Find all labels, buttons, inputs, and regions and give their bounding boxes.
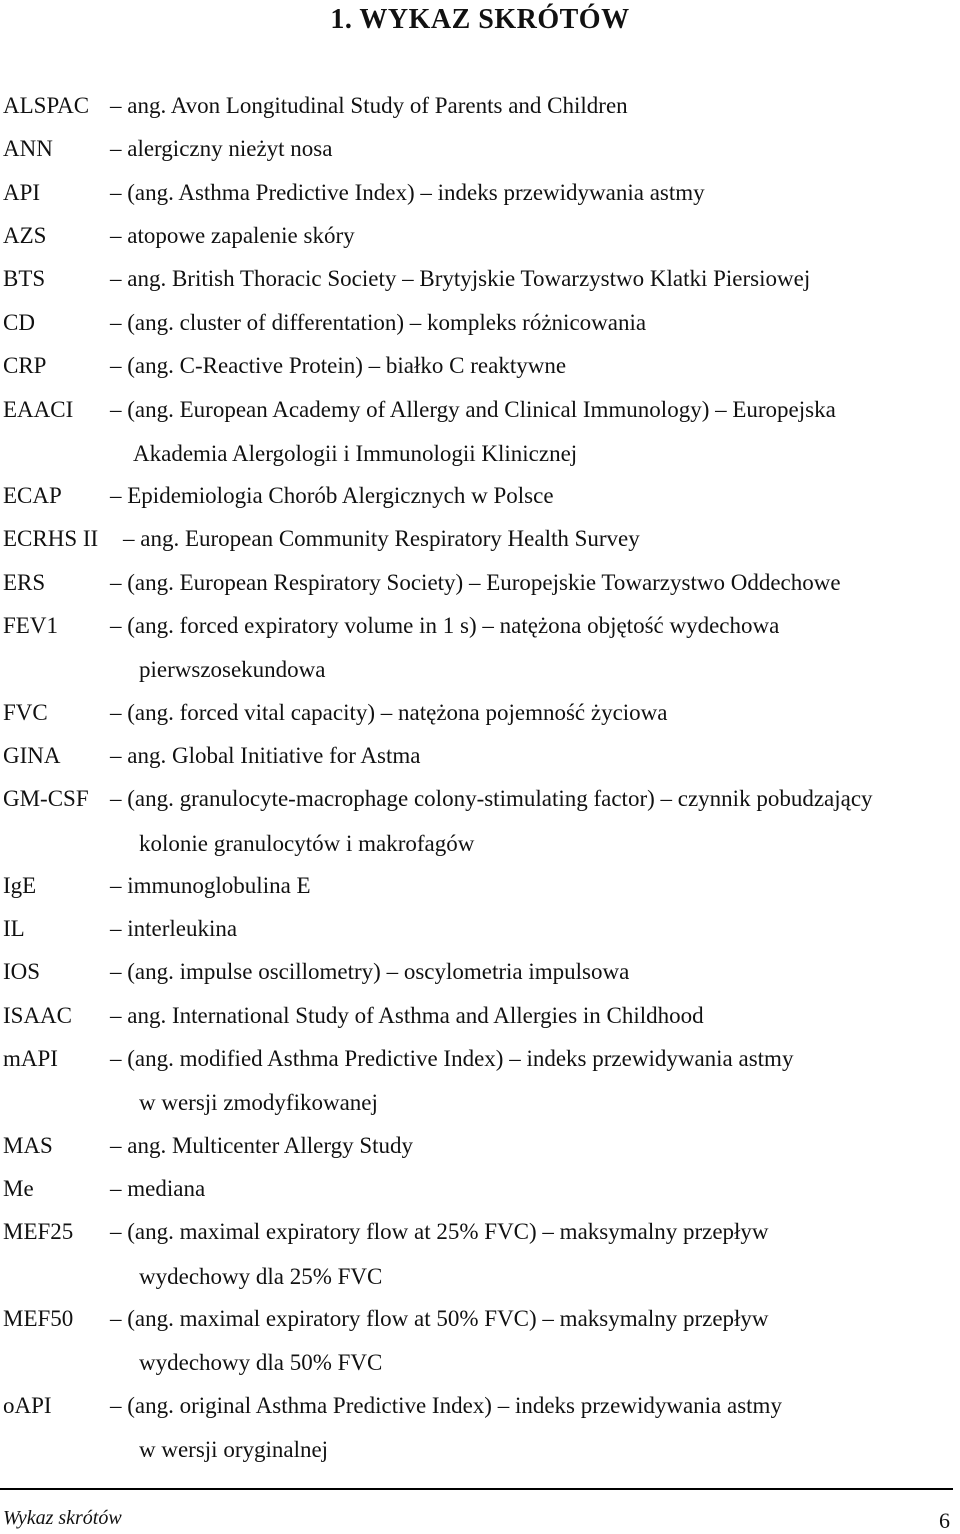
- abbreviation-term: ANN: [3, 136, 53, 161]
- abbreviation-definition: – (ang. European Academy of Allergy and Clinical Immunology) – Europejska: [110, 397, 836, 422]
- abbreviation-definition: – (ang. maximal expiratory flow at 50% FVC) – maksymalny przepływ: [110, 1306, 769, 1331]
- abbreviation-definition: – (ang. C-Reactive Protein) – białko C reaktywne: [110, 353, 567, 378]
- abbreviation-definition: – Epidemiologia Chorób Alergicznych w Polsce: [110, 483, 554, 508]
- abbreviation-term: MEF25: [3, 1219, 74, 1244]
- abbreviation-definition-continuation: kolonie granulocytów i makrofagów: [139, 831, 475, 856]
- abbreviation-term: AZS: [3, 223, 47, 248]
- abbreviation-term: MEF50: [3, 1306, 74, 1331]
- abbreviation-term: ALSPAC: [3, 93, 90, 118]
- abbreviation-definition: – ang. European Community Respiratory Health Survey: [123, 526, 640, 551]
- abbreviation-definition: – ang. Avon Longitudinal Study of Parents and Children: [110, 93, 628, 118]
- abbreviation-term: GINA: [3, 743, 61, 768]
- abbreviation-definition: – (ang. forced expiratory volume in 1 s) – natężona objętość wydechowa: [110, 613, 780, 638]
- abbreviation-term: IOS: [3, 959, 41, 984]
- abbreviation-definition-continuation: wydechowy dla 25% FVC: [139, 1264, 383, 1289]
- abbreviation-definition-continuation: pierwszosekundowa: [139, 657, 326, 682]
- abbreviation-definition: – (ang. modified Asthma Predictive Index) – indeks przewidywania astmy: [110, 1046, 794, 1071]
- abbreviation-term: CRP: [3, 353, 47, 378]
- abbreviation-term: ISAAC: [3, 1003, 73, 1028]
- abbreviation-term: oAPI: [3, 1393, 52, 1418]
- abbreviation-term: IgE: [3, 873, 37, 898]
- abbreviation-term: ECRHS II: [3, 526, 99, 551]
- footer-section-label: Wykaz skrótów: [3, 1507, 122, 1529]
- abbreviation-definition: – atopowe zapalenie skóry: [110, 223, 355, 248]
- abbreviation-definition-continuation: Akademia Alergologii i Immunologii Klinicznej: [133, 441, 578, 466]
- abbreviation-definition: – alergiczny nieżyt nosa: [110, 136, 333, 161]
- abbreviation-term: BTS: [3, 266, 46, 291]
- abbreviation-definition: – ang. British Thoracic Society – Brytyjskie Towarzystwo Klatki Piersiowej: [110, 266, 811, 291]
- abbreviation-term: FVC: [3, 700, 48, 725]
- abbreviation-definition: – (ang. impulse oscillometry) – oscylometria impulsowa: [110, 959, 630, 984]
- abbreviation-term: MAS: [3, 1133, 53, 1158]
- abbreviation-term: mAPI: [3, 1046, 58, 1071]
- abbreviation-term: API: [3, 180, 41, 205]
- abbreviation-term: ECAP: [3, 483, 62, 508]
- abbreviation-definition: – ang. Multicenter Allergy Study: [110, 1133, 414, 1158]
- abbreviation-term: Me: [3, 1176, 34, 1201]
- abbreviation-definition: – (ang. Asthma Predictive Index) – indeks przewidywania astmy: [110, 180, 705, 205]
- abbreviation-term: ERS: [3, 570, 46, 595]
- abbreviation-definition-continuation: w wersji oryginalnej: [139, 1437, 329, 1462]
- abbreviation-definition: – (ang. original Asthma Predictive Index) – indeks przewidywania astmy: [110, 1393, 782, 1418]
- abbreviation-term: EAACI: [3, 397, 74, 422]
- abbreviation-definition-continuation: wydechowy dla 50% FVC: [139, 1350, 383, 1375]
- abbreviation-definition-continuation: w wersji zmodyfikowanej: [139, 1090, 378, 1115]
- abbreviation-definition: – (ang. cluster of differentation) – kompleks różnicowania: [110, 310, 647, 335]
- abbreviation-definition: – ang. Global Initiative for Astma: [110, 743, 421, 768]
- abbreviation-definition: – immunoglobulina E: [110, 873, 311, 898]
- abbreviation-definition: – mediana: [110, 1176, 206, 1201]
- abbreviation-definition: – (ang. granulocyte-macrophage colony-stimulating factor) – czynnik pobudzający: [110, 786, 873, 811]
- abbreviation-definition: – (ang. maximal expiratory flow at 25% FVC) – maksymalny przepływ: [110, 1219, 769, 1244]
- abbreviation-term: GM-CSF: [3, 786, 89, 811]
- abbreviation-term: FEV1: [3, 613, 58, 638]
- footer-divider: [0, 1488, 953, 1490]
- page-title: 1. WYKAZ SKRÓTÓW: [330, 4, 630, 35]
- abbreviation-definition: – ang. International Study of Asthma and Allergies in Childhood: [110, 1003, 704, 1028]
- abbreviation-definition: – (ang. European Respiratory Society) – Europejskie Towarzystwo Oddechowe: [110, 570, 841, 595]
- abbreviation-term: CD: [3, 310, 35, 335]
- page-number: 6: [939, 1508, 950, 1533]
- abbreviation-definition: – interleukina: [110, 916, 238, 941]
- abbreviation-definition: – (ang. forced vital capacity) – natężona pojemność życiowa: [110, 700, 668, 725]
- abbreviation-term: IL: [3, 916, 25, 941]
